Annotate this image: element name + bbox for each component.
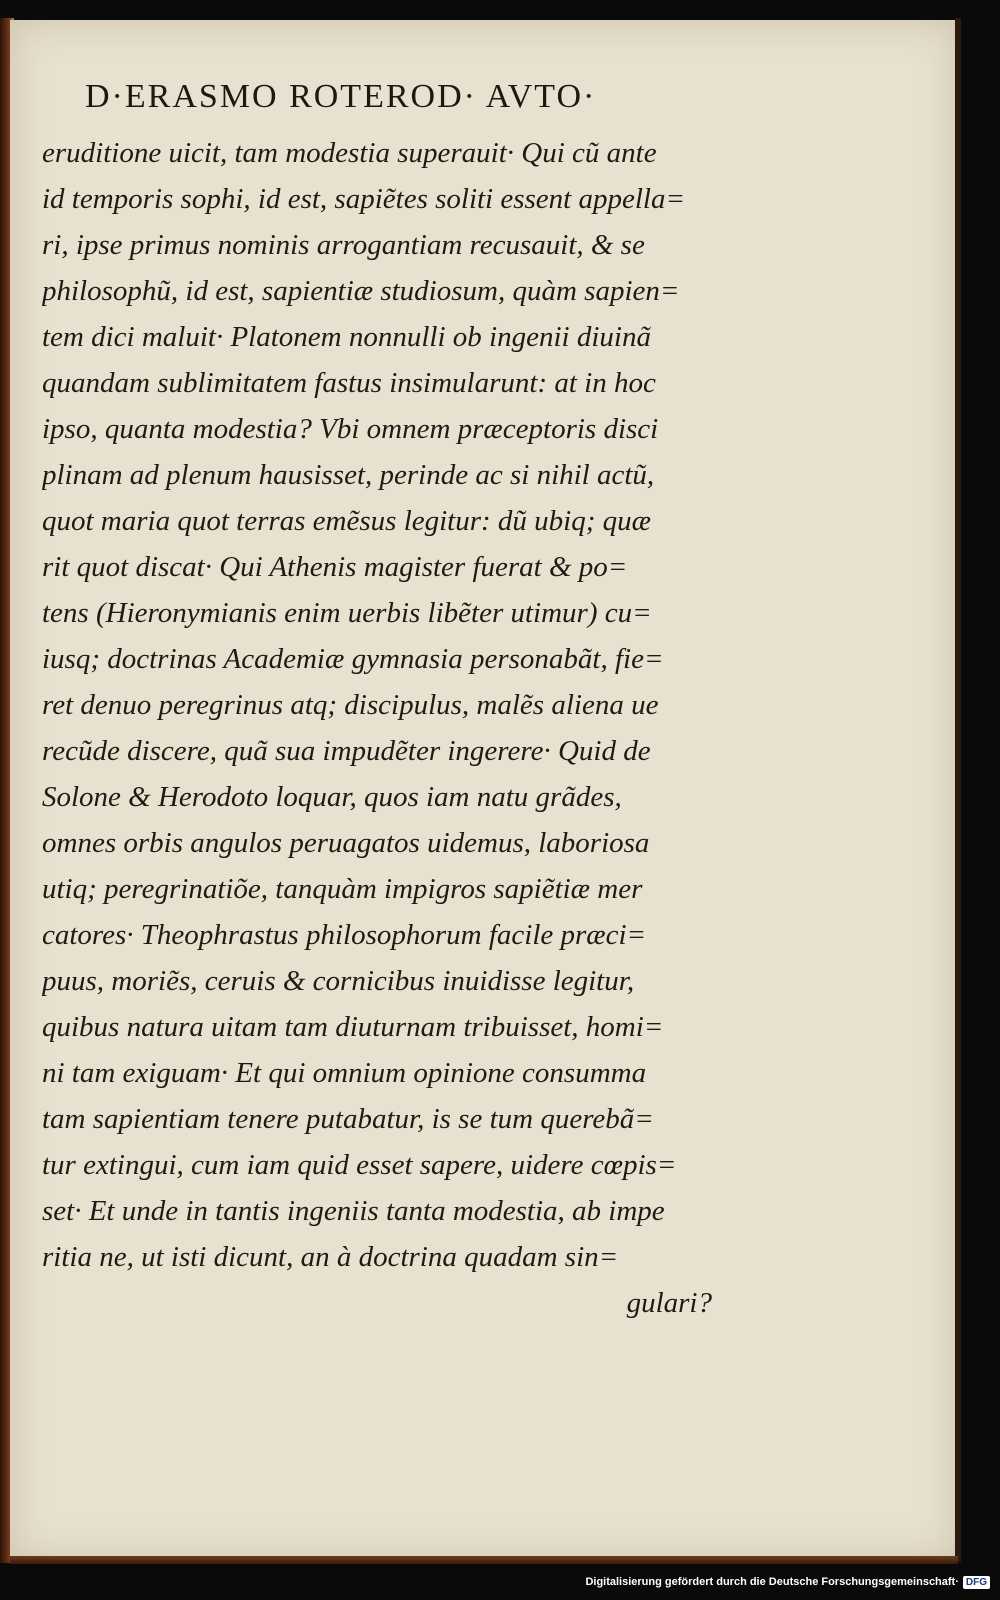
text-line: ni tam exiguam· Et qui omnium opinione consumma <box>42 1057 647 1089</box>
text-line: gulari? <box>626 1287 712 1319</box>
text-line: quot maria quot terras emẽsus legitur: dũ ubiq; quæ <box>42 505 651 537</box>
text-line: ipso, quanta modestia? Vbi omnem præceptoris disci <box>42 413 659 445</box>
text-line: iusq; doctrinas Academiæ gymnasia personabãt, fie= <box>42 643 664 675</box>
page-right-edge <box>955 18 961 1562</box>
text-line: philosophũ, id est, sapientiæ studiosum, quàm sapien= <box>42 275 680 307</box>
digitization-credit <box>585 1568 990 1596</box>
text-line: recũde discere, quã sua impudẽter ingerere· Quid de <box>42 735 651 767</box>
text-line: tam sapientiam tenere putabatur, is se tum querebã= <box>42 1103 654 1135</box>
text-line: puus, moriẽs, ceruis & cornicibus inuidisse legitur, <box>42 965 635 997</box>
running-header: D·ERASMO ROTEROD· AVTO· <box>85 78 597 115</box>
text-line: catores· Theophrastus philosophorum facile præci= <box>42 919 647 951</box>
text-line: omnes orbis angulos peruagatos uidemus, laboriosa <box>42 827 650 859</box>
text-line: ri, ipse primus nominis arrogantiam recusauit, & se <box>42 229 645 261</box>
text-line: set· Et unde in tantis ingeniis tanta modestia, ab impe <box>42 1195 665 1227</box>
text-line: tur extingui, cum iam quid esset sapere, uidere cœpis= <box>42 1149 677 1181</box>
text-line: utiq; peregrinatiõe, tanquàm impigros sapiẽtiæ mer <box>42 873 643 905</box>
text-line: tem dici maluit· Platonem nonnulli ob ingenii diuinã <box>42 321 651 353</box>
text-line: rit quot discat· Qui Athenis magister fuerat & po= <box>42 551 628 583</box>
page-bottom-edge <box>10 1556 958 1564</box>
text-line: quibus natura uitam tam diuturnam tribuisset, homi= <box>42 1011 664 1043</box>
credit-text: Digitalisierung gefördert durch die Deutsche Forschungsgemeinschaft· <box>585 1576 959 1588</box>
body-text <box>42 130 732 1326</box>
text-line: plinam ad plenum hausisset, perinde ac si nihil actũ, <box>42 459 655 491</box>
text-line: ret denuo peregrinus atq; discipulus, malẽs aliena ue <box>42 689 659 721</box>
text-line: id temporis sophi, id est, sapiẽtes soliti essent appella= <box>42 183 686 215</box>
text-line: tens (Hieronymianis enim uerbis libẽter utimur) cu= <box>42 597 652 629</box>
text-line: ritia ne, ut isti dicunt, an à doctrina quadam sin= <box>42 1241 619 1273</box>
text-line: eruditione uicit, tam modestia superauit· Qui cũ ante <box>42 137 657 169</box>
text-line: Solone & Herodoto loquar, quos iam natu grãdes, <box>42 781 622 813</box>
dfg-logo-icon: DFG <box>963 1576 990 1589</box>
text-line: quandam sublimitatem fastus insimularunt: at in hoc <box>42 367 656 399</box>
